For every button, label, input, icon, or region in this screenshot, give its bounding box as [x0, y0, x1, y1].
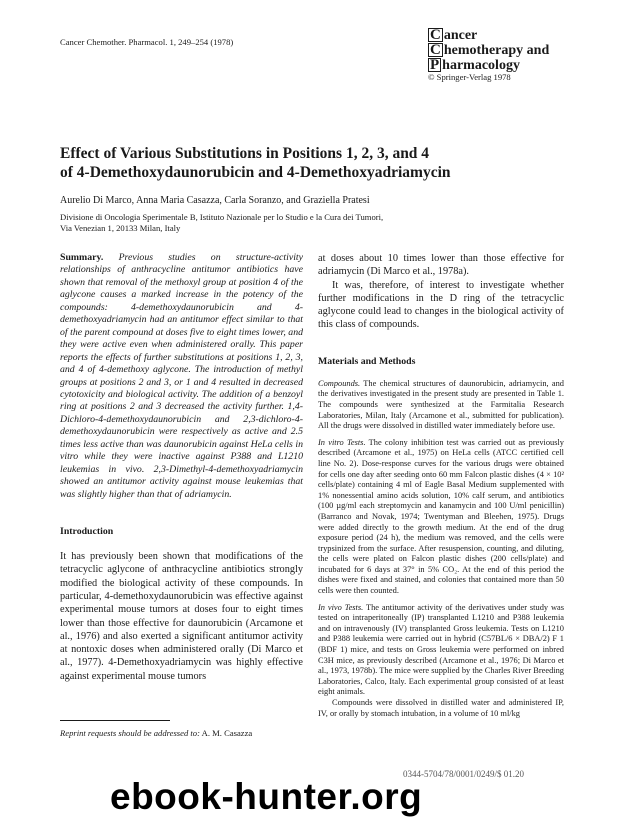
invitro-text: The colony inhibition test was carried out as previously described (Arcamone et al., 1975) on HeLa cells (ATCC certified cell line No. 2). Dose-response curves for the various drugs were obtained for cells one day after seeding onto 60 mm Falcon plastic dishes (4 × 10² cells/plate) containing 4 ml of Eagle Basal Medium supplemented with 1% nonessential amino acids solution, 10% calf serum, and antibiotics (100 µg/ml each streptomycin and kanamycin and 100 U/ml penicillin) (Barranco and Novak, 1974; Twentyman and Bleehen, 1975). Drugs were added directly to the growth medium. At the end of the drug exposure period (24 h), the medium was removed, and the cells were trypsinized from the surface. After resuspension, counting, and diluting, the cells were plated on Falcon plastic dishes (200 cells/plate) and incubated for 6 days at 37° in 5% CO₂. At the end of this period the dishes were fixed and stained, and colonies that contained more than 50 cells were then counted. — [318, 437, 564, 596]
summary-label: Summary. — [60, 252, 104, 263]
logo-line-2: hemotherapy and — [443, 43, 550, 58]
reprint-name: A. M. Casazza — [201, 728, 253, 738]
invivo-text: The antitumor activity of the derivatives under study was tested on intraperitoneally (IP) transplanted L1210 and P388 leukemia and on intravenously (IV) transplanted Gross leukemia. Tests on L1210 and P388 leukemia were carried out in hybrid (C57BL/6 × DBA/2) F 1 (BDF 1) mice, and tests on Gross leukemia were performed on inbred C3H mice, as previously described (Arcamone et al., 1976; Di Marco et al., 1973, 1978b). The mice were supplied by the Charles River Breeding Laboratories, Calco, Italy. Each experimental group consisted of at least eight animals. — [318, 602, 564, 697]
compounds-label: Compounds. — [318, 378, 361, 388]
affiliation-line-1: Divisione di Oncologia Sperimentale B, Istituto Nazionale per lo Studio e la Cura dei Tumori, — [60, 212, 384, 222]
administration-paragraph: Compounds were dissolved in distilled water and administered IP, IV, or orally by stomach intubation, in a volume of 10 ml/kg — [318, 698, 564, 718]
reprint-footnote — [60, 728, 252, 738]
left-column — [60, 252, 303, 683]
summary-paragraph — [60, 252, 303, 501]
journal-logo — [428, 28, 549, 73]
affiliation — [60, 212, 580, 234]
title-line-1: Effect of Various Substitutions in Positions 1, 2, 3, and 4 — [60, 145, 430, 162]
introduction-heading: Introduction — [60, 526, 114, 538]
introduction-text: It has previously been shown that modifications of the tetracyclic aglycone of anthracycline antibiotics strongly modified the biological activity of these compounds. In particular, 4-demethoxydaunorubicin was effective against experimental mouse tumors at doses four to eight times lower than those effective for daunorubicin (Arcamone et al., 1976) and also exerted a significant antitumor activity at nontoxic doses when administered orally (Di Marco et al., 1977). 4-Demethoxyadriamycin was highly effective against experimental mouse tumors — [60, 551, 303, 682]
invitro-label: In vitro Tests. — [318, 437, 366, 447]
compounds-text: The chemical structures of daunorubicin, adriamycin, and the derivatives investigated in the present study are presented in Table 1. The compounds were synthesized at the Farmitalia Research Laboratories, Milan, Italy (Arcamone et al., submitted for publication). All the drugs were dissolved in distilled water immediately before use. — [318, 378, 564, 431]
invivo-label: In vivo Tests. — [318, 602, 364, 612]
article-title — [60, 144, 580, 182]
logo-cap-3: P — [430, 57, 440, 73]
watermark: ebook-hunter.org — [110, 776, 423, 817]
invivo-paragraph — [318, 603, 564, 698]
affiliation-line-2: Via Venezian 1, 20133 Milan, Italy — [60, 223, 181, 233]
copyright-notice: © Springer-Verlag 1978 — [428, 72, 511, 82]
logo-line-1: ancer — [443, 28, 478, 43]
title-line-2: of 4-Demethoxydaunorubicin and 4-Demethoxyadriamycin — [60, 164, 451, 181]
author-list: Aurelio Di Marco, Anna Maria Casazza, Carla Soranzo, and Graziella Pratesi — [60, 195, 370, 206]
compounds-paragraph — [318, 379, 564, 432]
logo-cap-1: C — [430, 27, 441, 43]
right-column — [318, 252, 564, 719]
reprint-label: Reprint requests should be addressed to: — [60, 728, 200, 738]
logo-line-3: harmacology — [442, 58, 520, 73]
summary-text: Previous studies on structure-activity relationships of anthracycline antitumor antibiotics have shown that removal of the methoxyl group at position 4 of the aglycone causes a marked increase in the potency of the compounds: 4-demethoxydaunorubicin and 4-demethoxyadriamycin had an antitumor effect similar to that of the parent compound at doses five to eight times lower, and they were active even when administered orally. This paper reports the effects of further substitutions at positions 1, 2, 3, and 4 of 4-demethoxy aglycone. The introduction of methyl groups at positions 2 and 3, or 1 and 4 resulted in decreased cytotoxicity and biological activity. The addition of a benzoyl ring at positions 2 and 3 decreased the activity further. 1,4-Dichloro-4-demethoxydaunorubicin and 2,3-dichloro-4-demethoxydaunorubicin were respectively as active and 2.5 times less active than was daunorubicin against HeLa cells in vitro while they were inactive against P388 and L1210 leukemias in vivo. 2,3-Dimethyl-4-demethoxyadriamycin showed an antitumor activity against mouse leukemias that was slightly higher than that of adriamycin. — [60, 252, 303, 500]
methods-heading: Materials and Methods — [318, 355, 416, 367]
journal-citation: Cancer Chemother. Pharmacol. 1, 249–254 (1978) — [60, 37, 234, 47]
logo-cap-2: C — [430, 42, 441, 58]
footnote-rule — [60, 720, 170, 721]
article-code: 0344-5704/78/0001/0249/$ 01.20 — [403, 769, 524, 779]
intro-continued: at doses about 10 times lower than those effective for adriamycin (Di Marco et al., 1978a). — [318, 253, 564, 278]
intro-paragraph-2: It was, therefore, of interest to investigate whether further modifications in the D ring of the tetracyclic aglycone could lead to changes in the biological activity of this class of compounds. — [318, 279, 564, 331]
invitro-paragraph — [318, 438, 564, 597]
